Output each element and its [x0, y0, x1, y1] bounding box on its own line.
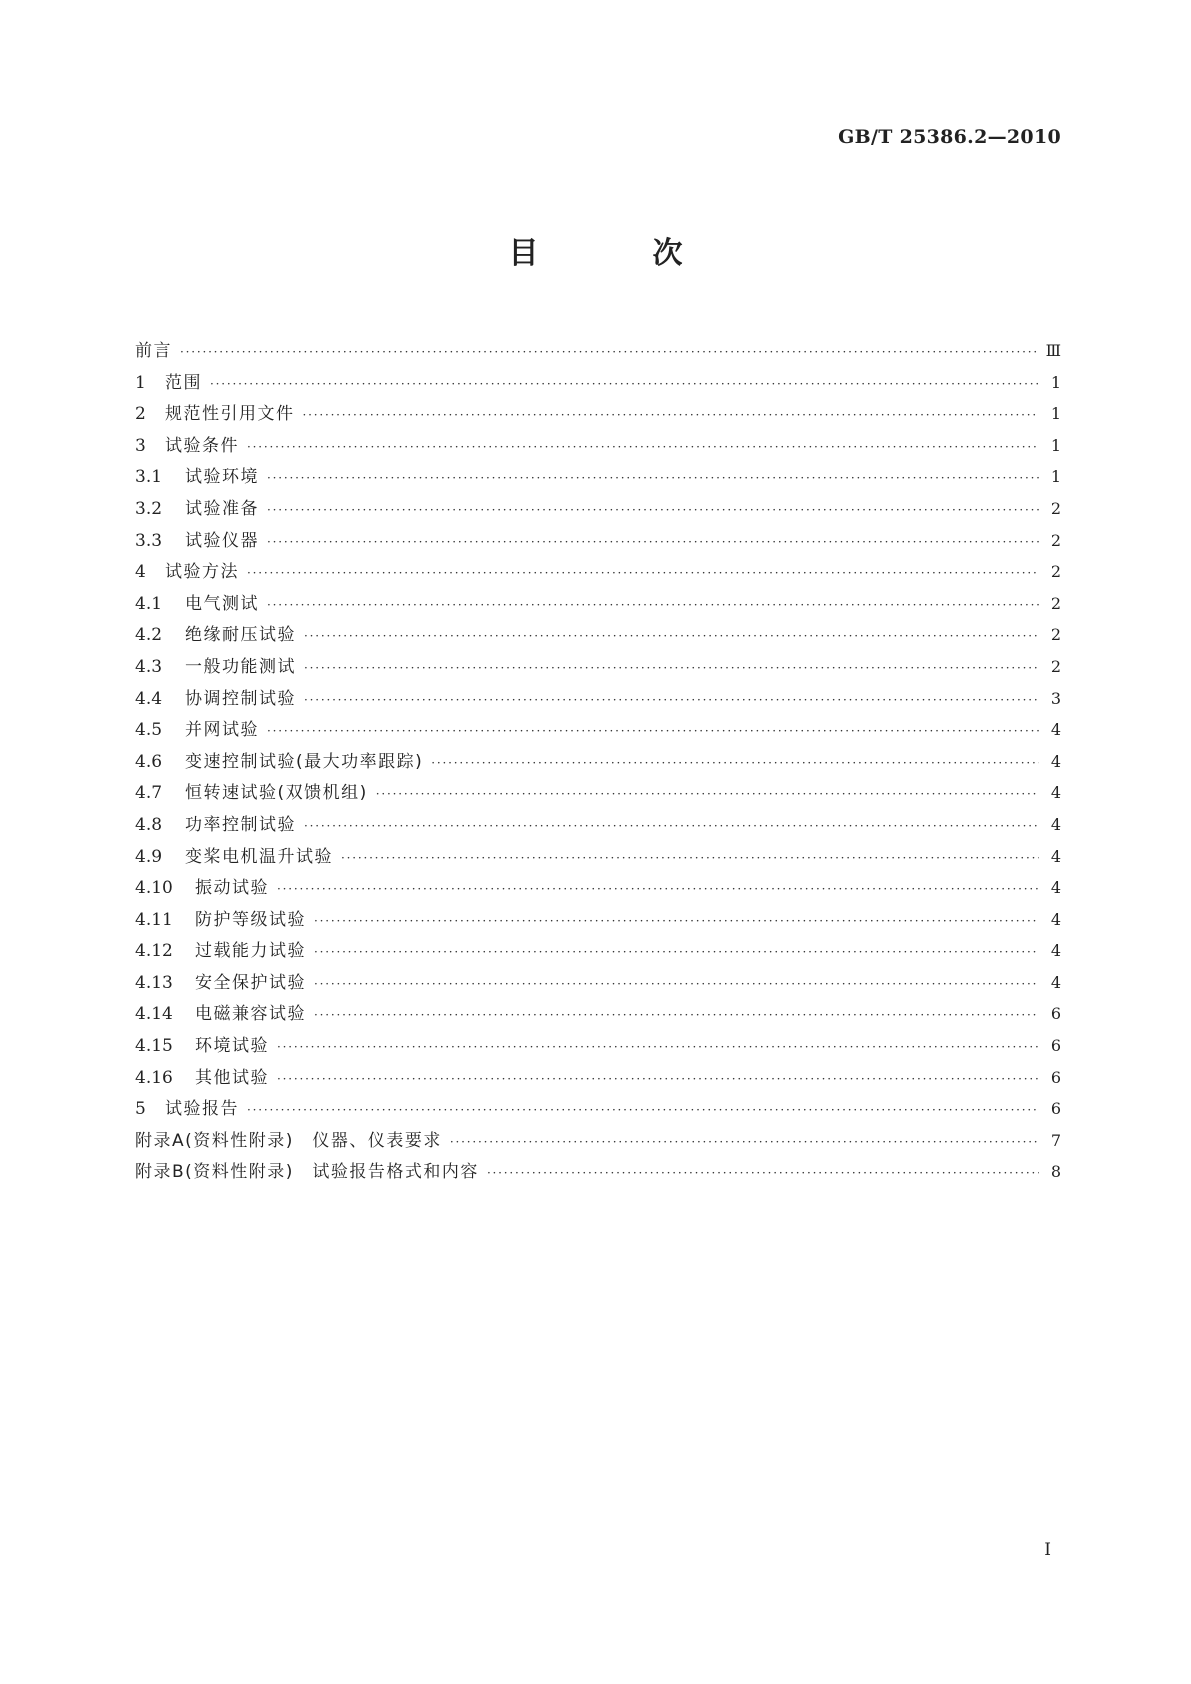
toc-entry-title: 试验准备	[185, 498, 259, 519]
toc-entry-page: 4	[1050, 846, 1061, 866]
toc-entry-number: 3.2	[135, 498, 163, 519]
toc-entry-page: 6	[1050, 1099, 1061, 1119]
toc-entry[interactable]	[135, 1125, 1061, 1157]
toc-entry-title: 变桨电机温升试验	[185, 846, 333, 867]
dot-leader	[341, 843, 1039, 875]
toc-entry[interactable]	[135, 746, 1061, 778]
toc-entry-page: Ⅲ	[1045, 341, 1061, 360]
toc-entry-title: 范围	[165, 372, 202, 393]
toc-entry-page: 2	[1050, 625, 1061, 645]
toc-entry[interactable]	[135, 777, 1061, 809]
toc-entry-number: 4.8	[135, 814, 163, 835]
dot-leader	[304, 811, 1039, 843]
toc-entry-title: 试验仪器	[185, 530, 259, 551]
toc-entry-page: 1	[1050, 467, 1061, 487]
toc-entry-number: 4.5	[135, 720, 163, 741]
document-code: GB/T 25386.2—2010	[838, 126, 1061, 148]
toc-entry-title: 绝缘耐压试验	[185, 625, 296, 646]
toc-entry-page: 2	[1050, 530, 1061, 550]
toc-entry-title: 附录A(资料性附录) 仪器、仪表要求	[135, 1130, 442, 1151]
toc-entry-number: 4.7	[135, 783, 163, 804]
dot-leader	[277, 1032, 1039, 1064]
dot-leader	[314, 906, 1039, 938]
toc-entry[interactable]	[135, 430, 1061, 462]
toc-entry-number: 3	[135, 435, 146, 456]
toc-entry-title: 试验方法	[165, 562, 239, 583]
toc-entry-page: 1	[1050, 404, 1061, 424]
toc-entry[interactable]	[135, 335, 1061, 367]
dot-leader	[277, 1064, 1039, 1096]
toc-entry[interactable]	[135, 967, 1061, 999]
toc-entry[interactable]	[135, 1093, 1061, 1125]
toc-entry[interactable]	[135, 651, 1061, 683]
toc-entry-number: 4.2	[135, 625, 163, 646]
dot-leader	[267, 463, 1039, 495]
toc-entry-page: 7	[1050, 1130, 1061, 1150]
toc-entry-number: 4.10	[135, 878, 173, 899]
dot-leader	[303, 400, 1040, 432]
dot-leader	[210, 369, 1039, 401]
toc-entry-number: 5	[135, 1099, 146, 1120]
toc-entry-number: 4.11	[135, 909, 173, 930]
toc-entry-page: 6	[1050, 1036, 1061, 1056]
toc-entry-page: 2	[1050, 656, 1061, 676]
toc-entry-title: 电气测试	[185, 593, 259, 614]
toc-entry-title: 并网试验	[185, 720, 259, 741]
dot-leader	[304, 685, 1039, 717]
toc-entry-number: 4.9	[135, 846, 163, 867]
toc-entry-title: 试验环境	[185, 467, 259, 488]
toc-entry-page: 4	[1050, 972, 1061, 992]
toc-entry-number: 3.1	[135, 467, 163, 488]
toc-entry[interactable]	[135, 367, 1061, 399]
toc-entry-title: 电磁兼容试验	[195, 1004, 306, 1025]
toc-entry-number: 2	[135, 404, 146, 425]
toc-entry-number: 3.3	[135, 530, 163, 551]
dot-leader	[450, 1127, 1039, 1159]
toc-entry-number: 4.13	[135, 972, 173, 993]
toc-entry-number: 4.3	[135, 656, 163, 677]
toc-entry-number: 4.15	[135, 1036, 173, 1057]
toc-entry-number: 4.16	[135, 1067, 173, 1088]
toc-entry[interactable]	[135, 1062, 1061, 1094]
dot-leader	[267, 716, 1039, 748]
toc-entry-page: 4	[1050, 878, 1061, 898]
toc-entry[interactable]	[135, 588, 1061, 620]
toc-entry-number: 4	[135, 562, 146, 583]
toc-entry-page: 2	[1050, 593, 1061, 613]
toc-entry-page: 1	[1050, 435, 1061, 455]
dot-leader	[304, 621, 1039, 653]
toc-entry-title: 防护等级试验	[195, 909, 306, 930]
dot-leader	[431, 748, 1039, 780]
toc-entry-title: 前言	[135, 341, 172, 361]
toc-entry[interactable]	[135, 935, 1061, 967]
dot-leader	[247, 1095, 1039, 1127]
toc-entry-title: 规范性引用文件	[165, 404, 295, 425]
toc-entry-page: 4	[1050, 814, 1061, 834]
toc-entry[interactable]	[135, 493, 1061, 525]
toc-entry-title: 试验报告	[165, 1099, 239, 1120]
toc-entry-number: 1	[135, 372, 146, 393]
dot-leader	[376, 779, 1039, 811]
toc-entry-number: 4.12	[135, 941, 173, 962]
dot-leader	[487, 1158, 1039, 1190]
toc-entry[interactable]	[135, 998, 1061, 1030]
toc-entry[interactable]	[135, 809, 1061, 841]
toc-entry-title: 其他试验	[195, 1067, 269, 1088]
toc-entry-title: 功率控制试验	[185, 814, 296, 835]
page-number: I	[1044, 1540, 1051, 1560]
toc-entry-page: 8	[1050, 1162, 1061, 1182]
dot-leader	[314, 1000, 1039, 1032]
toc-entry-number: 4.4	[135, 688, 163, 709]
toc-entry-title: 振动试验	[195, 878, 269, 899]
toc-entry-number: 4.14	[135, 1004, 173, 1025]
dot-leader	[267, 495, 1039, 527]
toc-entry[interactable]	[135, 841, 1061, 873]
dot-leader	[314, 969, 1039, 1001]
toc-entry[interactable]	[135, 525, 1061, 557]
toc-entry-title: 过载能力试验	[195, 941, 306, 962]
toc-entry[interactable]	[135, 1030, 1061, 1062]
dot-leader	[247, 432, 1039, 464]
page-title: 目 次	[508, 236, 725, 271]
toc-entry-page: 4	[1050, 751, 1061, 771]
toc-entry-page: 2	[1050, 498, 1061, 518]
dot-leader	[304, 653, 1039, 685]
toc-entry-title: 试验条件	[165, 435, 239, 456]
toc-entry-page: 4	[1050, 941, 1061, 961]
toc-entry[interactable]	[135, 714, 1061, 746]
toc-entry-number: 4.6	[135, 751, 163, 772]
toc-entry-page: 4	[1050, 783, 1061, 803]
toc-entry-page: 1	[1050, 372, 1061, 392]
toc-entry-title: 变速控制试验(最大功率跟踪)	[185, 751, 424, 772]
toc-entry[interactable]	[135, 683, 1061, 715]
toc-entry-title: 环境试验	[195, 1036, 269, 1057]
toc-entry[interactable]	[135, 872, 1061, 904]
toc-entry-title: 一般功能测试	[185, 656, 296, 677]
toc-entry[interactable]	[135, 1156, 1061, 1188]
dot-leader	[247, 558, 1039, 590]
dot-leader	[314, 937, 1039, 969]
toc-entry-page: 4	[1050, 720, 1061, 740]
toc-entry-number: 4.1	[135, 593, 163, 614]
toc-entry-page: 6	[1050, 1004, 1061, 1024]
toc-entry[interactable]	[135, 461, 1061, 493]
dot-leader	[267, 590, 1039, 622]
dot-leader	[267, 527, 1039, 559]
toc-entry-title: 安全保护试验	[195, 972, 306, 993]
toc-entry-page: 2	[1050, 562, 1061, 582]
toc-entry[interactable]	[135, 556, 1061, 588]
toc-entry[interactable]	[135, 619, 1061, 651]
toc-entry-title: 协调控制试验	[185, 688, 296, 709]
toc-entry[interactable]	[135, 398, 1061, 430]
dot-leader	[277, 874, 1039, 906]
toc-entry-title: 恒转速试验(双馈机组)	[185, 783, 368, 804]
toc-entry-page: 6	[1050, 1067, 1061, 1087]
toc-list	[135, 335, 1061, 1188]
dot-leader	[180, 337, 1038, 369]
toc-entry-page: 3	[1050, 688, 1061, 708]
toc-entry-title: 附录B(资料性附录) 试验报告格式和内容	[135, 1162, 479, 1183]
toc-entry[interactable]	[135, 904, 1061, 936]
toc-entry-page: 4	[1050, 909, 1061, 929]
